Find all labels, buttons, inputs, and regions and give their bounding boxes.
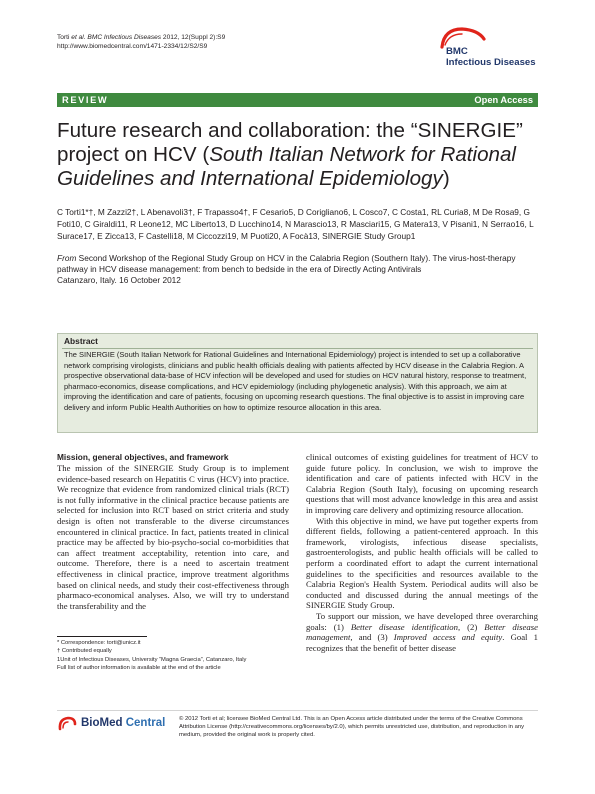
workshop-location-date: Catanzaro, Italy. 16 October 2012 — [57, 275, 181, 286]
publisher-logo-icon — [57, 716, 77, 732]
footnote-equal-contribution: † Contributed equally — [57, 648, 112, 655]
abstract-body: The SINERGIE (South Italian Network for Rational Guidelines and International Epidemiology) project is intended to set up a collaborative network comprising virologists, clinicians and public health officials dealing with patients affected by HCV disease in the Calabria Region. A prospective observational data-base of HCV infection will be developed and used for studies on HCV natural history, response to treatment, pharmaco-economics, disease complications, and HCV epidemiology (including phylogenetic analysis). With this approach, we aim at improving the identification and care of patients, focusing on upcoming research questions. The final objective is to assist in improving care delivery and inform Public Health Authorities on how to optimize resource allocation in this area. — [64, 350, 527, 412]
publisher-logo — [57, 716, 172, 732]
footnote-affiliation: 1Unit of Infectious Diseases, University “Magna Graecia”, Catanzaro, Italy — [57, 656, 247, 663]
goals-tail: . Goal 1 recognizes that the benefit of better disease — [306, 632, 538, 653]
body-paragraph-1: The mission of the SINERGIE Study Group is to implement evidence-based research on Hepatitis C virus (HCV) into practice. We recognize that evidence from randomized clinical trials (RCT) is not fully informative in the clinical practice because patients are selected for inclusion into RCT based on strict criteria and study design is often not transferable to the diverse circumstances encountered in clinical practice. In fact, patients treated in clinical practice may be affected by bio-psycho-social co-morbidities that can affect treatment acceptability, retention into care, and outcome. Therefore, there is a need to ascertain treatment effectiveness in clinical practice, improve treatment algorithms based on clinical needs, and study their cost-effectiveness through pharmaco-economical analyses. Also, we will try to understand the transferability and the — [57, 463, 289, 611]
journal-logo-line1: BMC — [446, 46, 468, 57]
footer-divider — [57, 710, 538, 711]
body-paragraph-4 — [306, 611, 538, 653]
footnote-divider — [57, 636, 147, 637]
body-paragraph-3: With this objective in mind, we have put together experts from different fields, following a patient-centered approach. In this framework, virologists, infectious disease specialists, gastroenterologists, and public health officials will be called to perform a coordinated effort to adapt the current international guidelines to the specificities and resources available to the Calabria Region's Health System. Periodical audits will also be conducted and discussed during the annual meetings of the SINERGIE Study Group. — [306, 515, 538, 611]
goal-1: Better disease identification — [350, 621, 458, 632]
section-heading: Mission, general objectives, and framework — [57, 452, 229, 462]
footnotes — [57, 639, 289, 672]
abstract-divider — [62, 348, 533, 349]
abstract-heading: Abstract — [64, 336, 98, 346]
open-access-label: Open Access — [474, 95, 533, 105]
article-type-label: REVIEW — [62, 95, 109, 105]
abstract-box — [57, 333, 538, 433]
author-list: C Torti1*†, M Zazzi2†, L Abenavoli3†, F Trapasso4†, F Cesario5, D Corigliano6, L Cosco7, C Costa1, RL Curia8, M De Rosa9, G Foti10, C Giraldi11, R Leone12, MC Liberto13, D Lucchino14, N Marascio13, R Masciari15, G Matera13, V Pisani1, N Serrao16, L Surace17, E Zicca13, F Castelli18, M Ciccozzi19, M Puoti20, A Focà13, SINERGIE Study Group1 — [57, 207, 534, 242]
left-column — [57, 452, 289, 611]
footnote-correspondence: * Correspondence: torti@unicz.it — [57, 640, 141, 646]
body-paragraph-2: clinical outcomes of existing guidelines for treatment of HCV to guide future policy. In conclusion, we wish to improve the identification and care of patients infected with HCV in the Calabria Region (South Italy), focusing on upcoming research questions that will most advance knowledge in this area and assist in improving care delivery and optimizing resource allocation. — [306, 452, 538, 515]
goals-intro: To support our mission, we have developed three overarching goals: (1) — [306, 610, 538, 632]
publisher-logo-part1: BioMed — [81, 717, 123, 729]
journal-logo — [428, 25, 548, 81]
article-title — [57, 119, 547, 191]
citation-header — [57, 34, 225, 51]
citation-authors: Torti — [57, 34, 72, 41]
publisher-logo-part2: Central — [122, 717, 166, 729]
title-part1: Future research and collaboration: the “SINERGIE” project on HCV ( — [57, 119, 523, 166]
article-type-banner — [57, 93, 538, 107]
workshop-description: Second Workshop of the Regional Study Group on HCV in the Calabria Region (Southern Italy). The virus-host-therapy pathway in HCV disease management: from bench to bedside in the era of Directly Acting Antivirals — [57, 253, 516, 275]
title-italic: South Italian Network for Rational Guidelines and International Epidemiology — [57, 143, 517, 190]
footnote-author-info: Full list of author information is available at the end of the article — [57, 664, 221, 671]
license-text: © 2012 Torti et al; licensee BioMed Central Ltd. This is an Open Access article distributed under the terms of the Creative Commons Attribution License (http://creativecommons.org/licenses/by/2.0), which permits unrestricted use, distribution, and reproduction in any medium, provided the original work is properly cited. — [179, 716, 525, 738]
title-part2: ) — [442, 167, 450, 190]
article-url[interactable]: http://www.biomedcentral.com/1471-2334/12/S2/S9 — [57, 42, 208, 50]
goal-3: Improved access and equity — [393, 632, 503, 643]
citation-journal: et al. BMC Infectious Diseases — [71, 34, 162, 41]
workshop-from: From — [57, 253, 77, 263]
goal-2: Better disease management — [306, 621, 538, 643]
goals-sep-2: , and (3) — [350, 632, 394, 643]
citation-volume: 2012, 12(Suppl 2):S9 — [161, 34, 226, 41]
goals-sep-1: , (2) — [457, 621, 485, 632]
workshop-info — [57, 253, 543, 287]
journal-logo-line2: Infectious Diseases — [446, 57, 536, 68]
right-column — [306, 452, 538, 653]
